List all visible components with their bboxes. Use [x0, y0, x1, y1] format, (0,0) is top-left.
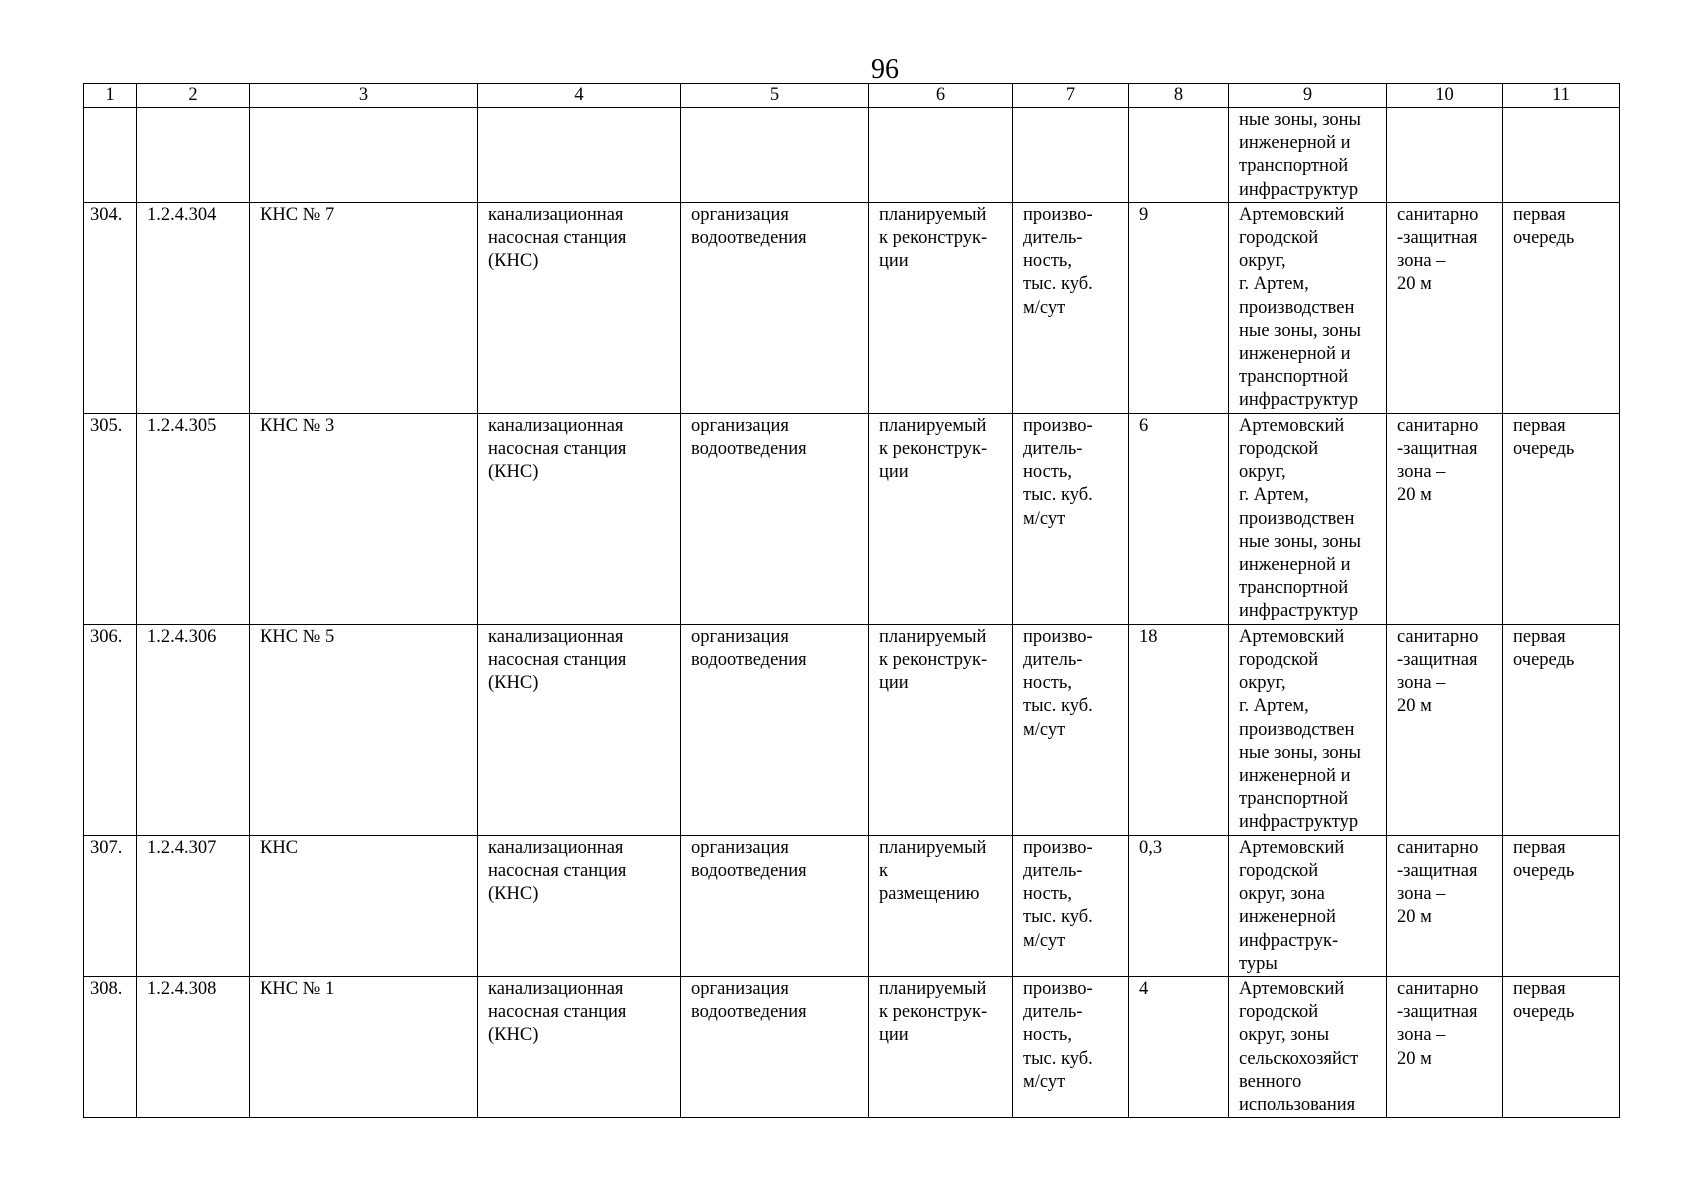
location-cell: ные зоны, зоны инженерной и транспортной инфраструктур — [1229, 108, 1387, 203]
table-row — [84, 977, 1620, 1118]
table-row — [84, 202, 1620, 413]
purpose-cell: организация водоотведения — [681, 202, 869, 413]
table-cell — [250, 108, 478, 203]
value-cell: 9 — [1129, 202, 1229, 413]
table-cell — [1013, 108, 1129, 203]
continuation-row — [84, 108, 1620, 203]
object-name-cell: КНС № 5 — [250, 624, 478, 835]
zone-cell: санитарно -защитная зона – 20 м — [1387, 202, 1503, 413]
location-cell: Артемовский городской округ, г. Артем, производствен ные зоны, зоны инженерной и транспортной инфраструктур — [1229, 202, 1387, 413]
status-cell: планируемый к реконструк- ции — [869, 624, 1013, 835]
table-cell — [1129, 108, 1229, 203]
column-number: 7 — [1013, 84, 1129, 108]
status-cell: планируемый к реконструк- ции — [869, 977, 1013, 1118]
object-name-cell: КНС № 1 — [250, 977, 478, 1118]
table-cell — [84, 108, 137, 203]
characteristic-cell: произво- дитель- ность, тыс. куб. м/сут — [1013, 202, 1129, 413]
status-cell: планируемый к реконструк- ции — [869, 202, 1013, 413]
characteristic-cell: произво- дитель- ность, тыс. куб. м/сут — [1013, 977, 1129, 1118]
table-row — [84, 413, 1620, 624]
table-cell — [478, 108, 681, 203]
object-name-cell: КНС № 7 — [250, 202, 478, 413]
purpose-cell: организация водоотведения — [681, 977, 869, 1118]
zone-cell: санитарно -защитная зона – 20 м — [1387, 624, 1503, 835]
table-row — [84, 835, 1620, 976]
code-cell: 1.2.4.306 — [137, 624, 250, 835]
column-number: 2 — [137, 84, 250, 108]
objects-table — [83, 83, 1620, 1118]
zone-cell: санитарно -защитная зона – 20 м — [1387, 835, 1503, 976]
table-cell — [1387, 108, 1503, 203]
object-type-cell: канализационная насосная станция (КНС) — [478, 413, 681, 624]
stage-cell: первая очередь — [1503, 977, 1620, 1118]
location-cell: Артемовский городской округ, г. Артем, производствен ные зоны, зоны инженерной и транспортной инфраструктур — [1229, 413, 1387, 624]
purpose-cell: организация водоотведения — [681, 413, 869, 624]
characteristic-cell: произво- дитель- ность, тыс. куб. м/сут — [1013, 413, 1129, 624]
characteristic-cell: произво- дитель- ность, тыс. куб. м/сут — [1013, 835, 1129, 976]
stage-cell: первая очередь — [1503, 624, 1620, 835]
object-type-cell: канализационная насосная станция (КНС) — [478, 624, 681, 835]
column-number: 5 — [681, 84, 869, 108]
code-cell: 1.2.4.305 — [137, 413, 250, 624]
code-cell: 1.2.4.308 — [137, 977, 250, 1118]
purpose-cell: организация водоотведения — [681, 835, 869, 976]
code-cell: 1.2.4.307 — [137, 835, 250, 976]
object-type-cell: канализационная насосная станция (КНС) — [478, 202, 681, 413]
table-row — [84, 624, 1620, 835]
location-cell: Артемовский городской округ, зоны сельскохозяйст венного использования — [1229, 977, 1387, 1118]
object-name-cell: КНС — [250, 835, 478, 976]
object-name-cell: КНС № 3 — [250, 413, 478, 624]
location-cell: Артемовский городской округ, г. Артем, производствен ные зоны, зоны инженерной и транспортной инфраструктур — [1229, 624, 1387, 835]
page-number: 96 — [871, 54, 899, 85]
column-number: 4 — [478, 84, 681, 108]
stage-cell: первая очередь — [1503, 202, 1620, 413]
row-number-cell: 307. — [84, 835, 137, 976]
value-cell: 0,3 — [1129, 835, 1229, 976]
value-cell: 4 — [1129, 977, 1229, 1118]
column-number: 1 — [84, 84, 137, 108]
purpose-cell: организация водоотведения — [681, 624, 869, 835]
row-number-cell: 308. — [84, 977, 137, 1118]
value-cell: 6 — [1129, 413, 1229, 624]
row-number-cell: 306. — [84, 624, 137, 835]
stage-cell: первая очередь — [1503, 413, 1620, 624]
value-cell: 18 — [1129, 624, 1229, 835]
column-number: 10 — [1387, 84, 1503, 108]
stage-cell: первая очередь — [1503, 835, 1620, 976]
zone-cell: санитарно -защитная зона – 20 м — [1387, 977, 1503, 1118]
column-number: 11 — [1503, 84, 1620, 108]
column-number: 3 — [250, 84, 478, 108]
table-cell — [869, 108, 1013, 203]
row-number-cell: 304. — [84, 202, 137, 413]
object-type-cell: канализационная насосная станция (КНС) — [478, 835, 681, 976]
row-number-cell: 305. — [84, 413, 137, 624]
table-cell — [681, 108, 869, 203]
column-number: 8 — [1129, 84, 1229, 108]
column-number-row — [84, 84, 1620, 108]
status-cell: планируемый к реконструк- ции — [869, 413, 1013, 624]
column-number: 6 — [869, 84, 1013, 108]
location-cell: Артемовский городской округ, зона инженерной инфраструк- туры — [1229, 835, 1387, 976]
characteristic-cell: произво- дитель- ность, тыс. куб. м/сут — [1013, 624, 1129, 835]
table-cell — [1503, 108, 1620, 203]
status-cell: планируемый к размещению — [869, 835, 1013, 976]
column-number: 9 — [1229, 84, 1387, 108]
code-cell: 1.2.4.304 — [137, 202, 250, 413]
table-cell — [137, 108, 250, 203]
object-type-cell: канализационная насосная станция (КНС) — [478, 977, 681, 1118]
zone-cell: санитарно -защитная зона – 20 м — [1387, 413, 1503, 624]
